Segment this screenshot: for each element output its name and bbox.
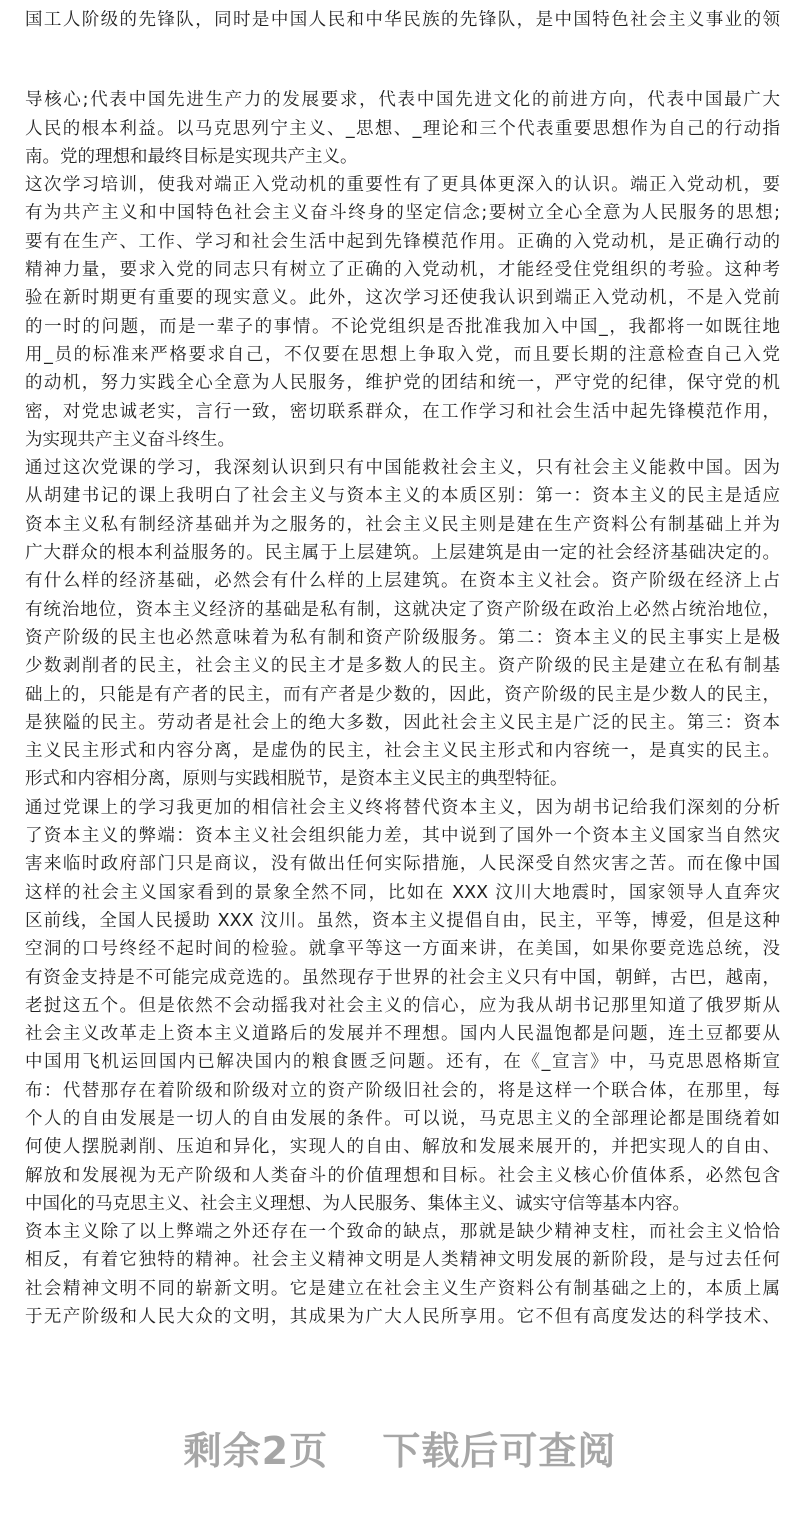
text-line: 为实现共产主义奋斗终生。 bbox=[25, 429, 235, 450]
paragraph bbox=[25, 86, 780, 171]
text-line: 区前线，全国人民援助 XXX 汶川。虽然，资本主义提倡自由，民主，平等，博爱，但是这种 bbox=[25, 910, 780, 931]
text-line: 何使人摆脱剥削、压迫和异化，实现人的自由、解放和发展来展开的，并把实现人的自由、 bbox=[25, 1137, 780, 1158]
text-line: 解放和发展视为无产阶级和人类奋斗的价值理想和目标。社会主义核心价值体系，必然包含 bbox=[25, 1165, 780, 1186]
text-line: 这样的社会主义国家看到的景象全然不同，比如在 XXX 汶川大地震时，国家领导人直奔灾 bbox=[25, 882, 780, 903]
text-line: 通过党课上的学习我更加的相信社会主义终将替代资本主义，因为胡书记给我们深刻的分析 bbox=[25, 797, 780, 818]
text-line: 少数剥削者的民主，社会主义的民主才是多数人的民主。资产阶级的民主是建立在私有制基 bbox=[25, 656, 780, 677]
text-line: 这次学习培训，使我对端正入党动机的重要性有了更具体更深入的认识。端正入党动机，要 bbox=[25, 175, 780, 196]
text-line: 了资本主义的弊端：资本主义社会组织能力差，其中说到了国外一个资本主义国家当自然灾 bbox=[25, 826, 780, 847]
text-line: 要有在生产、工作、学习和社会生活中起到先锋模范作用。正确的入党动机，是正确行动的 bbox=[25, 231, 780, 252]
text-line: 有为共产主义和中国特色社会主义奋斗终身的坚定信念;要树立全心全意为人民服务的思想; bbox=[25, 203, 780, 224]
text-line: 精神力量，要求入党的同志只有树立了正确的入党动机，才能经受住党组织的考验。这种考 bbox=[25, 260, 780, 281]
text-line: 广大群众的根本利益服务的。民主属于上层建筑。上层建筑是由一定的社会经济基础决定的。 bbox=[25, 543, 780, 564]
text-line: 南。党的理想和最终目标是实现共产主义。 bbox=[25, 146, 358, 167]
text-line: 的动机，努力实践全心全意为人民服务，维护党的团结和统一，严守党的纪律，保守党的机 bbox=[25, 373, 780, 394]
paragraph bbox=[25, 1218, 780, 1331]
download-prompt[interactable] bbox=[0, 1420, 800, 1475]
text-line: 导核心;代表中国先进生产力的发展要求，代表中国先进文化的前进方向，代表中国最广大 bbox=[25, 90, 780, 111]
text-line: 中国用飞机运回国内已解决国内的粮食匮乏问题。还有，在《_宣言》中，马克思恩格斯宣 bbox=[25, 1052, 780, 1073]
paragraph bbox=[25, 171, 780, 454]
text-line: 布：代替那存在着阶级和阶级对立的资产阶级旧社会的，将是这样一个联合体，在那里，每 bbox=[25, 1080, 780, 1101]
text-line: 社会主义改革走上资本主义道路后的发展并不理想。国内人民温饱都是问题，连土豆都要从 bbox=[25, 1024, 780, 1045]
paragraph bbox=[25, 794, 780, 1218]
text-line: 的一时的问题，而是一辈子的事情。不论党组织是否批准我加入中国_，我都将一如既往地 bbox=[25, 316, 780, 337]
remaining-pages-label: 剩余2页 bbox=[183, 1429, 329, 1473]
text-line: 主义民主形式和内容分离，是虚伪的民主，社会主义民主形式和内容统一，是真实的民主。 bbox=[25, 741, 780, 762]
text-line: 有统治地位，资本主义经济的基础是私有制，这就决定了资产阶级在政治上必然占统治地位， bbox=[25, 599, 780, 620]
paragraph bbox=[25, 454, 780, 794]
text-line: 通过这次党课的学习，我深刻认识到只有中国能救社会主义，只有社会主义能救中国。因为 bbox=[25, 458, 780, 479]
text-line: 国工人阶级的先锋队，同时是中国人民和中华民族的先锋队，是中国特色社会主义事业的领 bbox=[25, 10, 780, 30]
text-line: 人民的根本利益。以马克思列宁主义、_思想、_理论和三个代表重要思想作为自己的行动指 bbox=[25, 118, 780, 139]
text-line: 有什么样的经济基础，必然会有什么样的上层建筑。在资本主义社会。资产阶级在经济上占 bbox=[25, 571, 780, 592]
text-line: 中国化的马克思主义、社会主义理想、为人民服务、集体主义、诚实守信等基本内容。 bbox=[25, 1193, 690, 1214]
page-break-gap bbox=[25, 34, 780, 86]
text-line: 社会精神文明不同的崭新文明。它是建立在社会主义生产资料公有制基础之上的，本质上属 bbox=[25, 1278, 780, 1299]
text-line: 资产阶级的民主也必然意味着为私有制和资产阶级服务。第二：资本主义的民主事实上是极 bbox=[25, 627, 780, 648]
text-line: 础上的，只能是有产者的民主，而有产者是少数的，因此，资产阶级的民主是少数人的民主， bbox=[25, 684, 780, 705]
text-line: 害来临时政府部门只是商议，没有做出任何实际措施，人民深受自然灾害之苦。而在像中国 bbox=[25, 854, 780, 875]
text-line: 老挝这五个。但是依然不会动摇我对社会主义的信心，应为我从胡书记那里知道了俄罗斯从 bbox=[25, 995, 780, 1016]
text-line: 有资金支持是不可能完成竞选的。虽然现存于世界的社会主义只有中国，朝鲜，古巴，越南， bbox=[25, 967, 780, 988]
text-line: 资本主义私有制经济基础并为之服务的，社会主义民主则是建在生产资料公有制基础上并为 bbox=[25, 514, 780, 535]
text-line: 资本主义除了以上弊端之外还存在一个致命的缺点，那就是缺少精神支柱，而社会主义恰恰 bbox=[25, 1222, 780, 1243]
text-line: 从胡建书记的课上我明白了社会主义与资本主义的本质区别：第一：资本主义的民主是适应 bbox=[25, 486, 780, 507]
text-line: 空洞的口号终经不起时间的检验。就拿平等这一方面来讲，在美国，如果你要竞选总统，没 bbox=[25, 939, 780, 960]
text-line: 个人的自由发展是一切人的自由发展的条件。可以说，马克思主义的全部理论都是围绕着如 bbox=[25, 1108, 780, 1129]
text-line: 是狭隘的民主。劳动者是社会上的绝大多数，因此社会主义民主是广泛的民主。第三：资本 bbox=[25, 712, 780, 733]
text-line: 形式和内容相分离，原则与实践相脱节，是资本主义民主的典型特征。 bbox=[25, 769, 568, 790]
document-body bbox=[25, 6, 780, 1331]
text-line: 于无产阶级和人民大众的文明，其成果为广大人民所享用。它不但有高度发达的科学技术、 bbox=[25, 1307, 780, 1328]
text-line: 相反，有着它独特的精神。社会主义精神文明是人类精神文明发展的新阶段，是与过去任何 bbox=[25, 1250, 780, 1271]
text-line: 密，对党忠诚老实，言行一致，密切联系群众，在工作学习和社会生活中起先锋模范作用， bbox=[25, 401, 780, 422]
text-line: 验在新时期更有重要的现实意义。此外，这次学习还使我认识到端正入党动机，不是入党前 bbox=[25, 288, 780, 309]
text-line: 用_员的标准来严格要求自己，不仅要在思想上争取入党，而且要长期的注意检查自己入党 bbox=[25, 344, 780, 365]
paragraph bbox=[25, 6, 780, 34]
download-to-view-label[interactable]: 下载后可查阅 bbox=[382, 1429, 617, 1473]
